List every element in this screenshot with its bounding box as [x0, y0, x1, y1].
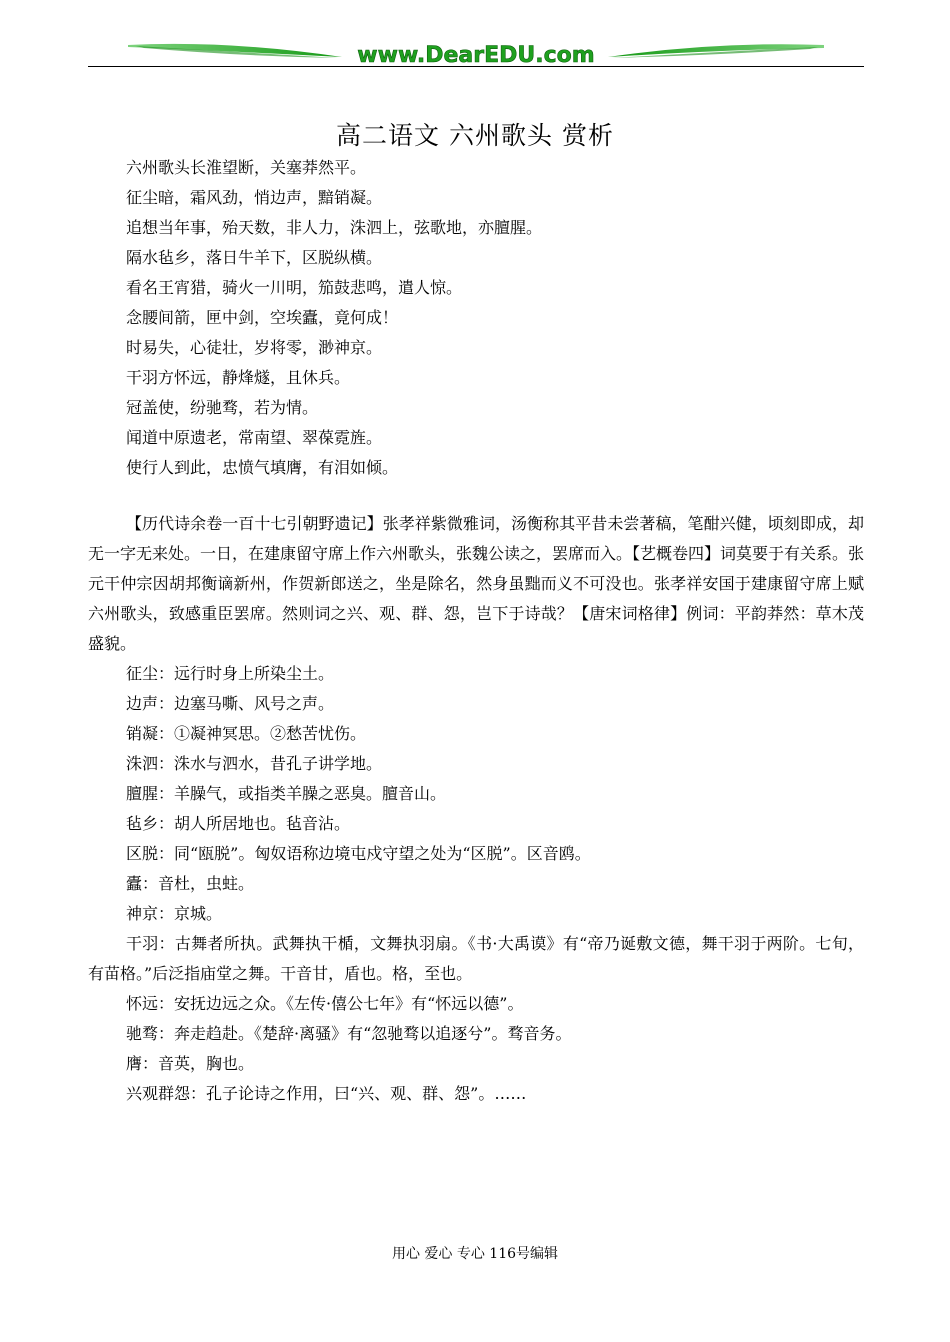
commentary-block [88, 509, 864, 1109]
annotation-item: 销凝：①凝神冥思。②愁苦忧伤。 [126, 724, 367, 743]
poem-line: 冠盖使，纷驰骛，若为情。 [126, 398, 319, 417]
annotation-item: 征尘：远行时身上所染尘土。 [126, 664, 335, 683]
page-title: 高二语文 六州歌头 赏析 [336, 121, 614, 150]
header-rule [88, 66, 864, 67]
dearedu-logo [88, 36, 864, 66]
page-header [88, 36, 864, 70]
annotation-item: 干羽：古舞者所执。武舞执干楯，文舞执羽扇。《书·大禹谟》有“帝乃诞敷文德，舞干羽于两阶。七旬，有苗格。”后泛指庙堂之舞。干音甘，盾也。格，至也。 [88, 934, 864, 983]
poem-line: 念腰间箭，匣中剑，空埃蠹，竟何成！ [126, 308, 399, 327]
poem-line: 时易失，心徒壮，岁将零，渺神京。 [126, 338, 383, 357]
poem-line: 闻道中原遗老，常南望、翠葆霓旌。 [126, 428, 383, 447]
logo-text: www.DearEDU.com [357, 43, 595, 66]
poem-line: 干羽方怀远，静烽燧，且休兵。 [126, 368, 351, 387]
poem-line: 使行人到此，忠愤气填膺，有泪如倾。 [126, 458, 399, 477]
poem-block [126, 153, 866, 483]
page-footer: 用心 爱心 专心 116号编辑 [391, 1246, 559, 1262]
annotation-item: 兴观群怨：孔子论诗之作用，曰“兴、观、群、怨”。…… [126, 1084, 527, 1103]
right-swoosh-icon [608, 44, 824, 57]
poem-line: 隔水毡乡，落日牛羊下，区脱纵横。 [126, 248, 383, 267]
poem-line: 看名王宵猎，骑火一川明，笳鼓悲鸣，遣人惊。 [126, 278, 463, 297]
poem-line: 追想当年事，殆天数，非人力，洙泗上，弦歌地，亦膻腥。 [126, 218, 543, 237]
annotation-item: 膺：音英，胸也。 [126, 1054, 255, 1073]
annotation-item: 神京：京城。 [126, 904, 223, 923]
annotation-item: 区脱：同“瓯脱”。匈奴语称边境屯戍守望之处为“区脱”。区音鸥。 [126, 844, 591, 863]
poem-line: 六州歌头长淮望断，关塞莽然平。 [126, 158, 367, 177]
annotation-item: 膻腥：羊臊气，或指类羊臊之恶臭。膻音山。 [126, 784, 447, 803]
commentary-paragraph: 【历代诗余卷一百十七引朝野遗记】张孝祥紫微雅词，汤衡称其平昔未尝著稿，笔酣兴健，顷刻即成，却无一字无来处。一日，在建康留守席上作六州歌头，张魏公读之，罢席而入。【艺概卷四】词莫要于有关系。张元干仲宗因胡邦衡谪新州，作贺新郎送之，坐是除名，然身虽黜而义不可没也。张孝祥安国于建康留守席上赋六州歌头，致感重臣罢席。然则词之兴、观、群、怨，岂下于诗哉？【唐宋词格律】例词：平韵莽然：草木茂盛貌。 [88, 514, 865, 653]
annotation-item: 洙泗：洙水与泗水，昔孔子讲学地。 [126, 754, 383, 773]
annotation-item: 毡乡：胡人所居地也。毡音沾。 [126, 814, 351, 833]
annotation-item: 蠹：音杜，虫蛀。 [126, 874, 255, 893]
annotation-item: 边声：边塞马嘶、风号之声。 [126, 694, 335, 713]
annotation-item: 驰骛：奔走趋赴。《楚辞·离骚》有“忽驰骛以追逐兮”。骛音务。 [126, 1024, 572, 1043]
poem-line: 征尘暗，霜风劲，悄边声，黯销凝。 [126, 188, 383, 207]
annotation-item: 怀远：安抚边远之众。《左传·僖公七年》有“怀远以德”。 [126, 994, 524, 1013]
left-swoosh-icon [128, 44, 342, 57]
